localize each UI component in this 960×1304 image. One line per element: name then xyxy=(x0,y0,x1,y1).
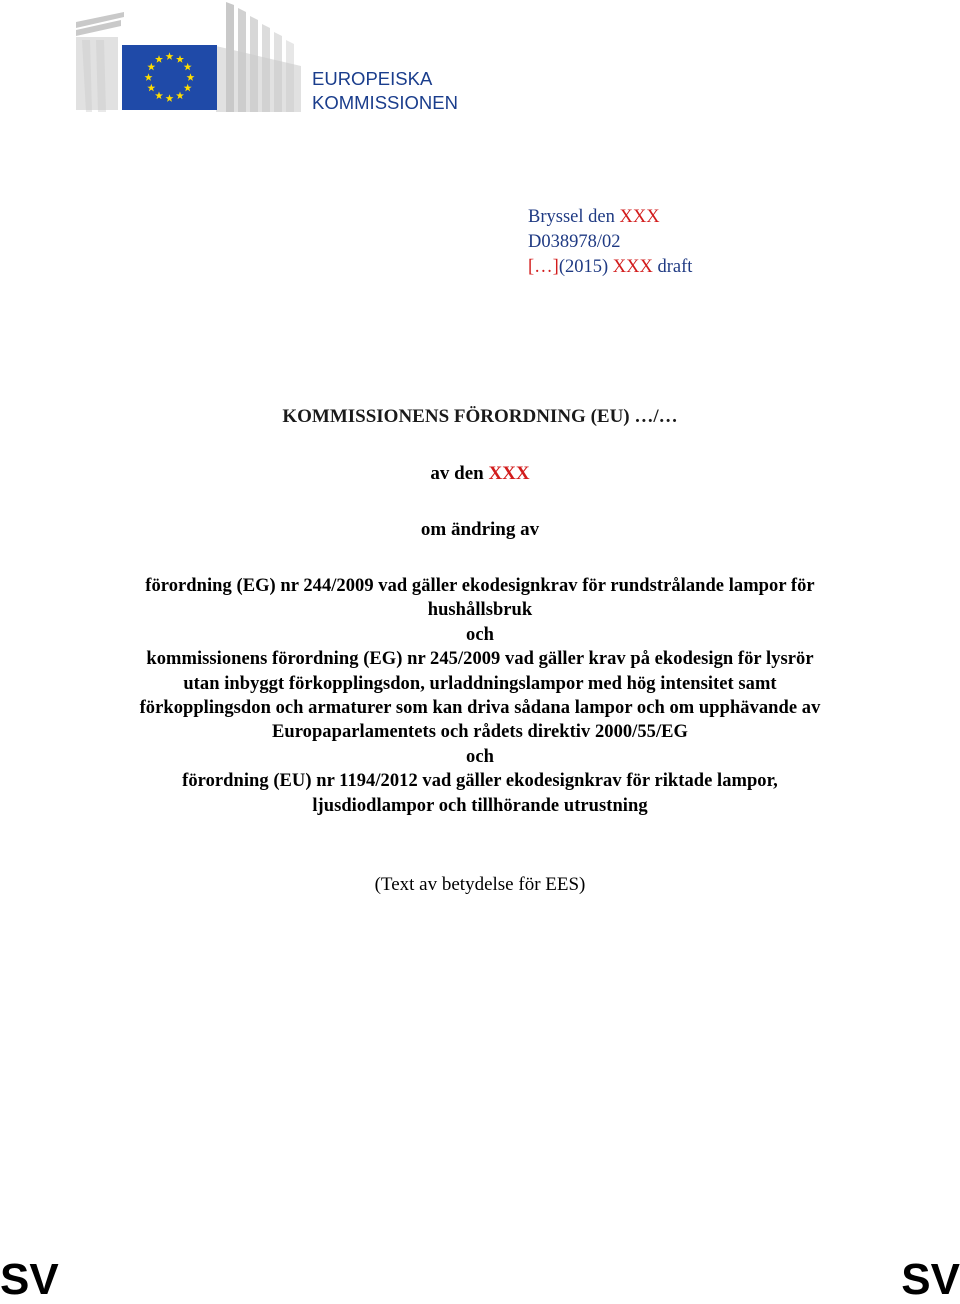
org-line-1: EUROPEISKA xyxy=(312,68,433,89)
ref-xxx: XXX xyxy=(612,257,653,277)
language-code-right: SV xyxy=(901,1255,960,1304)
ref-open: […] xyxy=(528,257,559,277)
date-prefix: av den xyxy=(430,463,489,484)
body-line: förkopplingsdon och armaturer som kan driva sådana lampor och om upphävande av xyxy=(139,698,821,719)
body-line: förordning (EG) nr 244/2009 vad gäller ekodesignkrav för rundstrålande lampor för xyxy=(145,576,815,596)
place-date xyxy=(528,205,692,230)
body-line: förordning (EU) nr 1194/2012 vad gäller ekodesignkrav för riktade lampor, xyxy=(182,771,778,792)
language-code-left: SV xyxy=(0,1255,59,1304)
draft-reference xyxy=(528,255,692,280)
body-line: och xyxy=(466,624,494,645)
eea-relevance-note: (Text av betydelse för EES) xyxy=(374,874,586,895)
document-reference: D038978/02 xyxy=(528,232,621,252)
ref-suffix: draft xyxy=(652,257,693,277)
body-line: Europaparlamentets och rådets direktiv 2000/55/EG xyxy=(272,722,688,743)
ref-year: (2015) xyxy=(558,257,613,277)
organization-name xyxy=(312,67,458,115)
org-line-2: KOMMISSIONEN xyxy=(312,92,458,113)
body-line: utan inbyggt förkopplingsdon, urladdningslampor med hög intensitet samt xyxy=(183,673,777,694)
regulation-subtitle: om ändring av xyxy=(420,519,540,540)
place-prefix: Bryssel den xyxy=(528,207,620,227)
body-line: kommissionens förordning (EG) nr 245/2009 vad gäller krav på ekodesign för lysrör xyxy=(146,649,814,670)
regulation-title: KOMMISSIONENS FÖRORDNING (EU) …/… xyxy=(282,406,678,427)
regulation-date xyxy=(0,463,960,485)
body-line: hushållsbruk xyxy=(427,600,533,621)
body-line: ljusdiodlampor och tillhörande utrustning xyxy=(312,795,648,816)
amended-regulations xyxy=(0,574,960,818)
eu-commission-logo-icon xyxy=(76,0,301,112)
date-value: XXX xyxy=(488,463,530,484)
document-meta xyxy=(528,205,692,280)
place-date-value: XXX xyxy=(619,207,660,227)
eu-flag-icon xyxy=(76,0,301,112)
body-line: och xyxy=(466,746,494,767)
